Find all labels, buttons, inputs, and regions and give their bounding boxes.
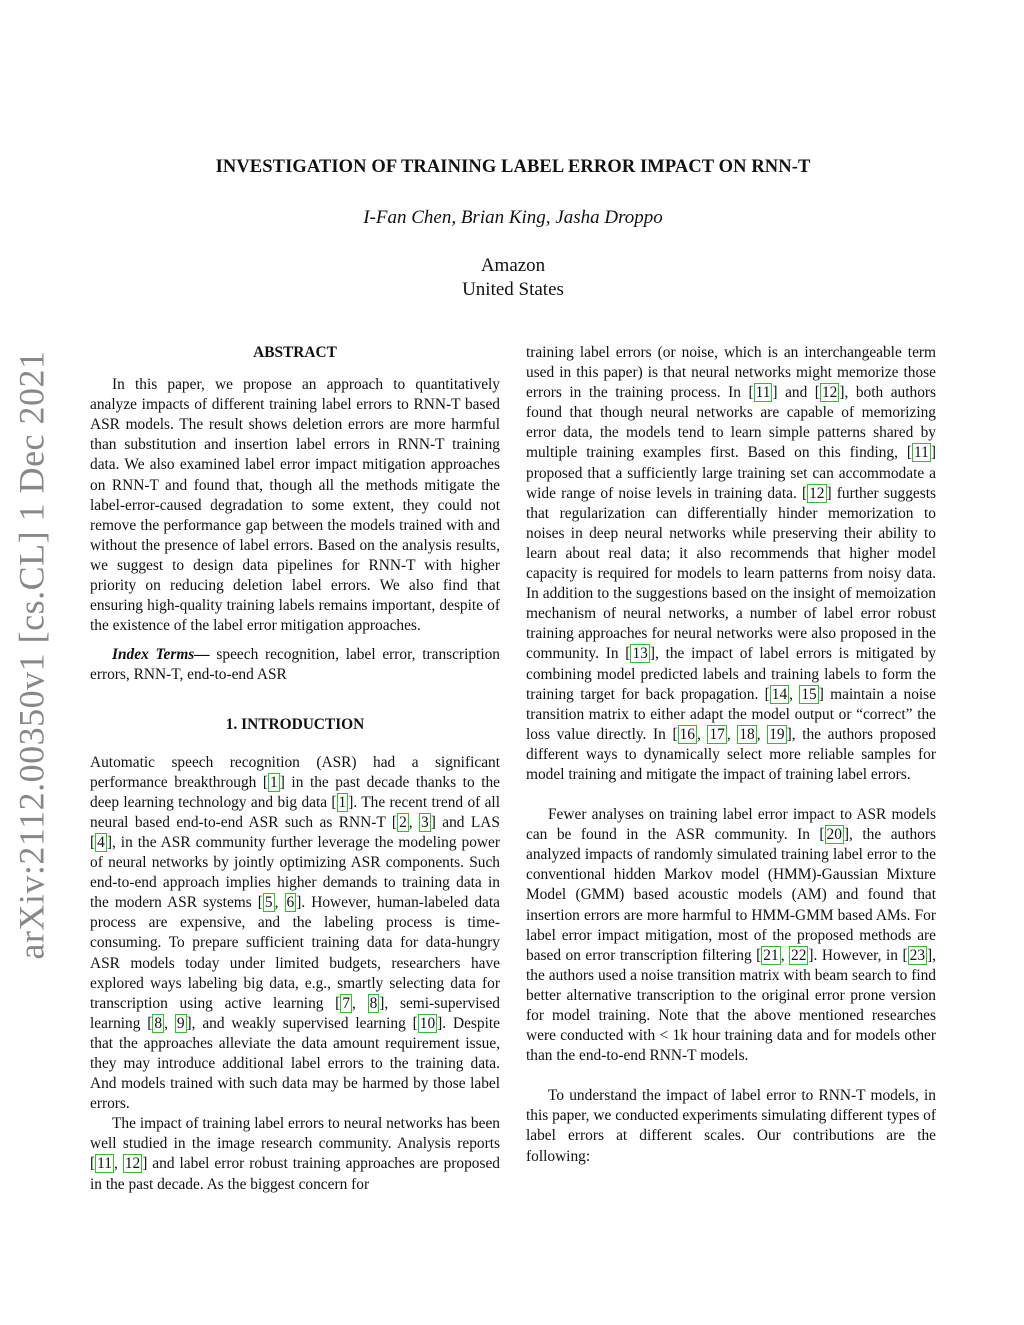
citation-link[interactable]: 16 [679,725,695,743]
index-terms-label: Index Terms— [112,646,210,664]
intro-paragraph-4: Fewer analyses on training label error impact to ASR models can be found in the ASR community. In [ 20 ], the authors analyzed impacts of randomly simulated training label error to the conventional hidden Markov model (HMM)-Gaussian Mixture Model (GMM) based acoustic models (AM) and found that insertion errors are more harmful to HMM-GMM based AMs. For label error impact mitigation, most of the proposed methods are based on error transcription filtering [ 21 , 22 ]. However, in [ 23 ], the authors used a noise transition matrix with beam search to find better alternative transcription to the original error prone version for model training. Note that the above mentioned researches were conducted with < 1k hour training data and for models other than the end-to-end RNN-T models. [526,806,936,1065]
intro-paragraph-3: training label errors (or noise, which is an interchangeable term used in this paper) is that neural networks might memorize those errors in the training process. In [ 11 ] and [ 12 ], both authors found that though neural networks are capable of memorizing error data, the models tend to learn simple patterns shared by multiple training examples first. Based on this finding, [ 11 ] proposed that a sufficiently large training set can accommodate a wide range of noise levels in training data. [ 12 ] further suggests that regularization can differentially hinder memorization to noises in deep neural networks while preserving their ability to learn about real data; it also recommends that higher model capacity is required for models to learn patterns from noisy data. In addition to the suggestions based on the insight of memoization mechanism of neural networks, a number of label error robust training approaches for neural networks were also proposed in the community. In [ 13 ], the impact of label errors is mitigated by combining model predicted labels and training labels to form the training target for back propagation. [ 14 , 15 ] maintain a noise transition matrix to either adapt the model output or “correct” the loss value directly. In [ 16 , 17 , 18 , 19 ], the authors proposed different ways to dynamically select more reliable samples for model training and mitigate the impact of training label errors. [526,344,937,783]
citation-link[interactable]: 4 [97,833,105,851]
intro-paragraph-2: The impact of training label errors to neural networks has been well studied in the image research community. Analysis reports [ 11 , 12 ] and label error robust training approaches are proposed in the past decade. As the biggest concern for [90,1115,501,1193]
citation-link[interactable]: 12 [124,1155,141,1173]
introduction-heading: 1. INTRODUCTION [225,715,365,733]
citation-link[interactable]: 8 [369,994,378,1012]
citation-link[interactable]: 13 [632,645,648,663]
citation-link[interactable]: 2 [399,813,407,831]
citation-link[interactable]: 23 [909,946,926,964]
citation-link[interactable]: 9 [176,1014,185,1032]
index-terms-list: speech recognition, label error, transcription errors, RNN-T, end-to-end ASR [90,646,500,684]
index-terms [90,645,500,685]
affiliation-organization: Amazon [480,255,546,276]
arxiv-identifier-stamp [2,350,62,960]
citation-link[interactable]: 15 [801,685,817,703]
citation-link[interactable]: 19 [769,725,785,743]
citation-link[interactable]: 18 [739,725,755,743]
citation-link[interactable]: 12 [809,484,825,502]
citation-link[interactable]: 11 [914,444,929,462]
citation-link[interactable]: 10 [419,1014,436,1032]
citation-link[interactable]: 11 [97,1155,112,1173]
affiliation-country: United States [462,279,564,300]
citation-link[interactable]: 7 [342,994,351,1012]
abstract-text: In this paper, we propose an approach to quantitatively analyze impacts of different training label errors to RNN-T based ASR models. The result shows deletion errors are more harmful than substitution and insertion label errors in RNN-T training data. We also examined label error impact mitigation approaches on RNN-T and found that, though all the methods mitigate the label-error-caused degradation to some extent, they could not remove the performance gap between the models trained with and without the presence of label errors. Based on the analysis results, we suggest to design data pipelines for RNN-T with higher priority on reducing deletion label errors. We also find that ensuring high-quality training labels remains important, despite of the existence of the label error mitigation approaches. [90,376,500,635]
paper-authors: I-Fan Chen, Brian King, Jasha Droppo [363,207,663,228]
citation-link[interactable]: 14 [771,685,788,703]
citation-link[interactable]: 3 [421,813,429,831]
citation-link[interactable]: 22 [791,946,807,964]
intro-paragraph-5: To understand the impact of label error to RNN-T models, in this paper, we conducted experiments simulating different types of label errors at different scales. Our contributions are the following: [526,1087,936,1165]
citation-link[interactable]: 5 [264,894,273,912]
citation-link[interactable]: 12 [821,384,838,402]
abstract-heading: ABSTRACT [253,344,337,361]
citation-link[interactable]: 1 [270,773,278,791]
citation-link[interactable]: 8 [154,1014,163,1032]
citation-link[interactable]: 1 [338,793,347,811]
intro-paragraph-1: Automatic speech recognition (ASR) had a significant performance breakthrough [ 1 ] in the past decade thanks to the deep learning technology and big data [ 1 ]. The recent trend of all neural based end-to-end ASR such as RNN-T [ 2 , 3 ] and LAS [ 4 ], in the ASR community further leverage the modeling power of neural networks by jointly optimizing ASR components. Such end-to-end approach implies higher demands to training data in the modern ASR systems [ 5 , 6 ]. However, human-labeled data process are expensive, and the labeling process is time-consuming. To prepare sufficient training data for data-hungry ASR models today under limited budgets, researchers have explored ways labeling big data, e.g., smartly selecting data for transcription using active learning [ 7 , 8 ], semi-supervised learning [ 8 , 9 ], and weakly supervised learning [ 10 ]. Despite that the approaches alleviate the data amount requirement issue, they may introduce additional label errors to the training data. And models trained with such data may be harmed by those label errors. [90,753,501,1113]
citation-link[interactable]: 6 [286,894,295,912]
citation-link[interactable]: 11 [755,384,771,402]
citation-link[interactable]: 21 [763,946,779,964]
citation-link[interactable]: 20 [826,826,842,844]
right-column [526,343,936,1167]
arxiv-identifier-text: arXiv:2112.00350v1 [cs.CL] 1 Dec 2021 [12,350,52,960]
left-column [90,343,500,1195]
paper-title: INVESTIGATION OF TRAINING LABEL ERROR IMPACT ON RNN-T [215,157,811,177]
citation-link[interactable]: 17 [709,725,725,743]
